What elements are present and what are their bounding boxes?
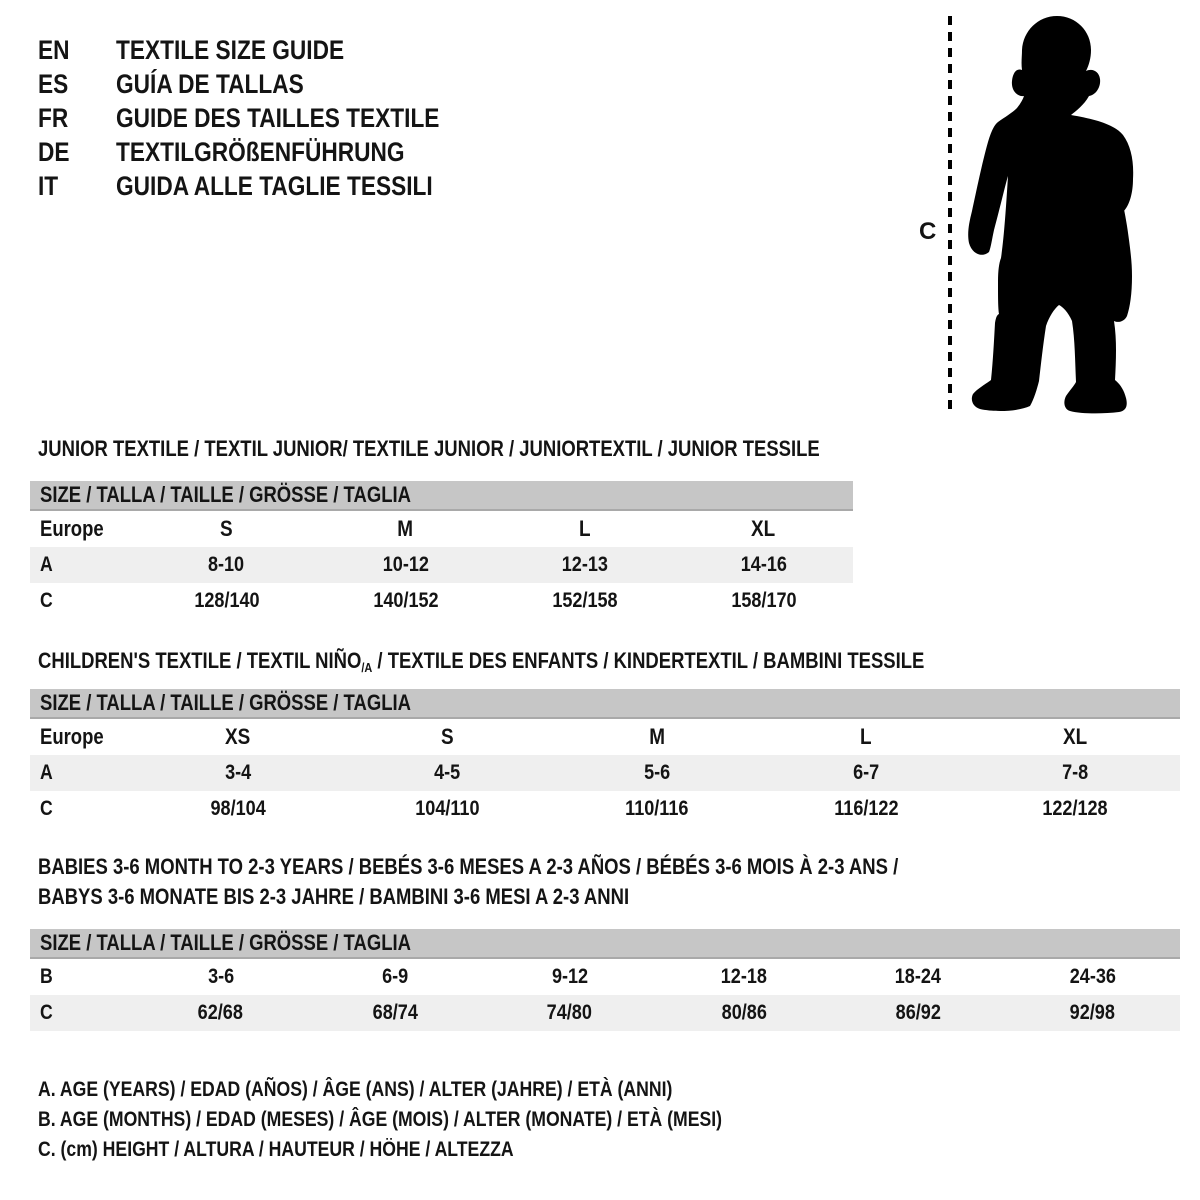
children-section-title: CHILDREN'S TEXTILE / TEXTIL NIÑO/A / TEXTILE DES ENFANTS / KINDERTEXTIL / BAMBINI TESSILE: [38, 648, 925, 675]
value-cell: 152/158: [551, 589, 618, 612]
age-months-row: [30, 958, 1180, 995]
size-cell: S: [441, 724, 454, 749]
value-cell: 5-6: [552, 755, 761, 791]
row-label-cell: A: [30, 547, 137, 583]
row-label-cell: A: [30, 755, 134, 791]
value-cell: 24-36: [1069, 965, 1116, 988]
lang-row-es: [38, 67, 501, 101]
value-cell: 18-24: [895, 965, 942, 988]
value-cell: 68/74: [308, 995, 482, 1031]
sizes-row: [30, 510, 853, 547]
value-cell: 62/68: [134, 995, 308, 1031]
lang-row-de: [38, 135, 501, 169]
guide-title: GUIDE DES TAILLES TEXTILE: [116, 103, 440, 133]
region-label-cell: Europe: [40, 724, 104, 749]
language-title-list: [38, 33, 501, 203]
height-row: [30, 583, 853, 619]
table-header-row: [30, 689, 1180, 718]
age-row: [30, 755, 1180, 791]
value-cell: 158/170: [730, 589, 797, 612]
babies-section-title: BABIES 3-6 MONTH TO 2-3 YEARS / BEBÉS 3-6 MESES A 2-3 AÑOS / BÉBÉS 3-6 MOIS À 2-3 ANS / BABYS 3-6 MONATE BIS 2-3 JAHRE / BAMBINI 3-6 MESI A 2-3 ANNI: [38, 854, 899, 909]
size-cell: XS: [225, 724, 251, 749]
height-row: [30, 791, 1180, 827]
value-cell: 8-10: [137, 547, 316, 583]
value-cell: 128/140: [193, 589, 260, 612]
size-cell: M: [648, 724, 665, 749]
height-measure-label: C: [919, 218, 937, 245]
babies-size-table: [30, 929, 1180, 1031]
value-cell: 6-7: [761, 755, 970, 791]
value-cell: 14-16: [674, 547, 853, 583]
value-cell: 4-5: [343, 755, 552, 791]
size-header-cell: SIZE / TALLA / TAILLE / GRÖSSE / TAGLIA: [30, 929, 1180, 958]
sizes-row: [30, 718, 1180, 755]
value-cell: 7-8: [971, 755, 1180, 791]
guide-title: TEXTILE SIZE GUIDE: [116, 35, 345, 65]
row-label-cell: C: [30, 995, 134, 1031]
value-cell: 140/152: [372, 589, 439, 612]
size-cell: S: [220, 516, 233, 541]
baby-height-figure: [905, 8, 1165, 420]
lang-code: IT: [38, 171, 59, 201]
lang-code: ES: [38, 69, 69, 99]
legend-line-c: C. (cm) HEIGHT / ALTURA / HAUTEUR / HÖHE / ALTEZZA: [38, 1138, 514, 1161]
lang-code: EN: [38, 35, 70, 65]
value-cell: 9-12: [551, 965, 588, 988]
region-label-cell: Europe: [40, 516, 104, 541]
size-cell: XL: [1063, 724, 1088, 749]
height-row: [30, 995, 1180, 1031]
junior-size-table: [30, 481, 853, 619]
size-cell: M: [397, 516, 414, 541]
size-cell: XL: [751, 516, 776, 541]
value-cell: 122/128: [1042, 797, 1108, 820]
value-cell: 104/110: [415, 797, 480, 820]
value-cell: 12-13: [495, 547, 674, 583]
age-row: [30, 547, 853, 583]
legend-line-a: A. AGE (YEARS) / EDAD (AÑOS) / ÂGE (ANS) / ALTER (JAHRE) / ETÀ (ANNI): [38, 1078, 673, 1101]
children-size-table: [30, 689, 1180, 827]
value-cell: 98/104: [210, 797, 266, 820]
value-cell: 86/92: [831, 995, 1005, 1031]
value-cell: 10-12: [316, 547, 495, 583]
lang-code: DE: [38, 137, 70, 167]
value-cell: 110/116: [625, 797, 689, 820]
value-cell: 3-4: [134, 755, 343, 791]
guide-title: GUIDA ALLE TAGLIE TESSILI: [116, 171, 433, 201]
value-cell: 12-18: [720, 965, 768, 988]
size-header-cell: SIZE / TALLA / TAILLE / GRÖSSE / TAGLIA: [30, 481, 853, 510]
legend-line-b: B. AGE (MONTHS) / EDAD (MESES) / ÂGE (MOIS) / ALTER (MONATE) / ETÀ (MESI): [38, 1108, 723, 1131]
table-header-row: [30, 481, 853, 510]
size-cell: L: [578, 516, 591, 541]
row-label-cell: B: [40, 965, 53, 988]
lang-row-fr: [38, 101, 501, 135]
table-header-row: [30, 929, 1180, 958]
value-cell: 3-6: [207, 965, 234, 988]
measurement-legend: [38, 1075, 852, 1165]
value-cell: 74/80: [482, 995, 656, 1031]
lang-row-it: [38, 169, 501, 203]
lang-code: FR: [38, 103, 69, 133]
value-cell: 6-9: [382, 965, 409, 988]
size-cell: L: [860, 724, 872, 749]
row-label-cell: C: [40, 797, 53, 820]
value-cell: 80/86: [657, 995, 831, 1031]
guide-title: GUÍA DE TALLAS: [116, 69, 304, 99]
guide-title: TEXTILGRÖßENFÜHRUNG: [116, 137, 405, 167]
nino-a-subscript: /A: [361, 660, 373, 675]
junior-section-title: JUNIOR TEXTILE / TEXTIL JUNIOR/ TEXTILE JUNIOR / JUNIORTEXTIL / JUNIOR TESSILE: [38, 436, 820, 461]
row-label-cell: C: [40, 589, 53, 612]
lang-row-en: [38, 33, 501, 67]
value-cell: 92/98: [1006, 995, 1180, 1031]
baby-silhouette-icon: [905, 8, 1165, 420]
size-header-cell: SIZE / TALLA / TAILLE / GRÖSSE / TAGLIA: [30, 689, 1180, 718]
value-cell: 116/122: [833, 797, 899, 820]
